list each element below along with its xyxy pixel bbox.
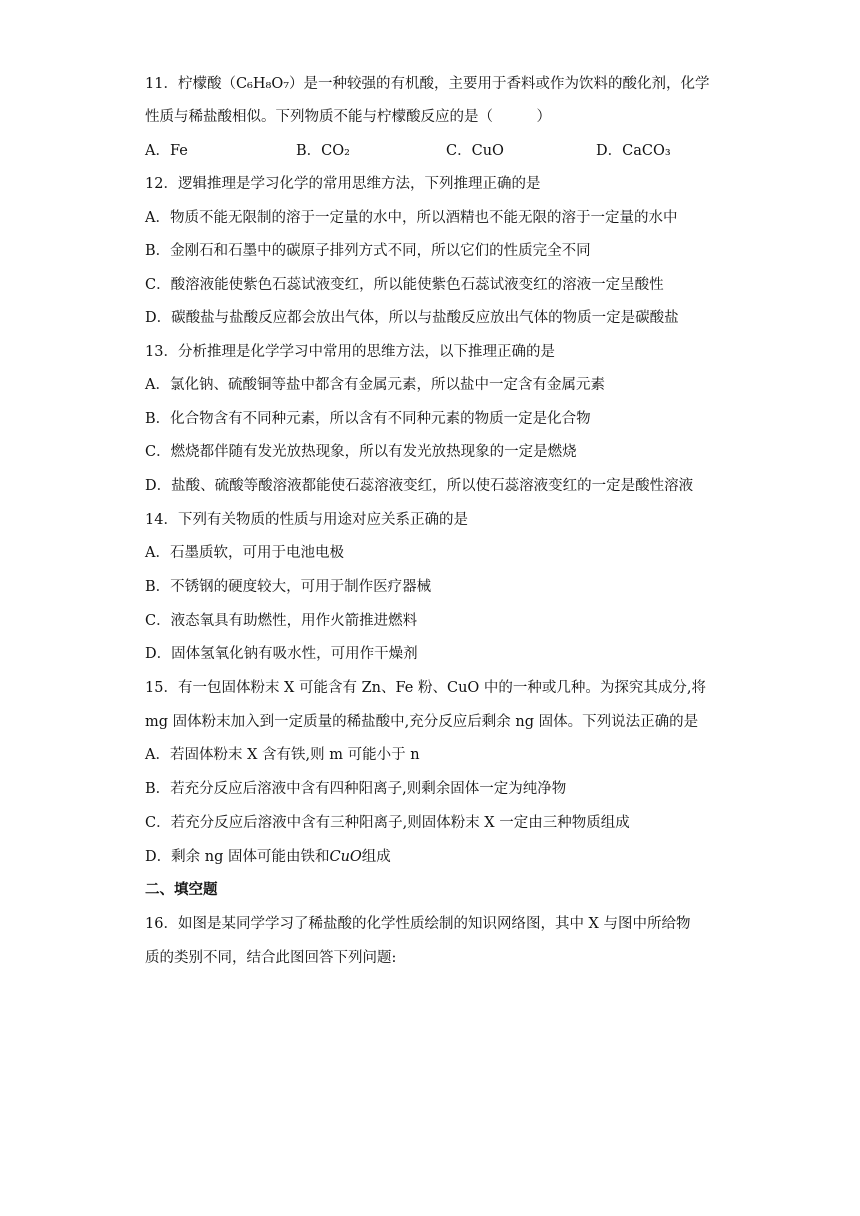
q14-stem: 14．下列有关物质的性质与用途对应关系正确的是 — [145, 512, 468, 528]
q11-stem-line1: 11．柠檬酸（C₆H₈O₇）是一种较强的有机酸，主要用于香料或作为饮料的酸化剂，化学 — [145, 76, 710, 92]
q16-stem-line1: 16．如图是某同学学习了稀盐酸的化学性质绘制的知识网络图，其中 X 与图中所给物 — [145, 916, 691, 932]
q13-stem: 13．分析推理是化学学习中常用的思维方法，以下推理正确的是 — [145, 344, 555, 360]
q14-option-c: C．液态氧具有助燃性，用作火箭推进燃料 — [145, 613, 418, 629]
q13-option-b: B．化合物含有不同种元素，所以含有不同种元素的物质一定是化合物 — [145, 411, 591, 427]
q15-stem-line1: 15．有一包固体粉末 X 可能含有 Zn、Fe 粉、CuO 中的一种或几种。为探究其成分,将 — [145, 680, 707, 696]
q15-option-d-suffix: 组成 — [361, 849, 391, 865]
q13-option-d: D．盐酸、硫酸等酸溶液都能使石蕊溶液变红，所以使石蕊溶液变红的一定是酸性溶液 — [145, 478, 694, 494]
q12-option-d: D．碳酸盐与盐酸反应都会放出气体，所以与盐酸反应放出气体的物质一定是碳酸盐 — [145, 310, 679, 326]
q15-option-c: C．若充分反应后溶液中含有三种阳离子,则固体粉末 X 一定由三种物质组成 — [145, 815, 630, 831]
q11-option-b: B．CO₂ — [296, 143, 350, 159]
q15-option-a: A．若固体粉末 X 含有铁,则 m 可能小于 n — [145, 747, 420, 763]
q14-option-d: D．固体氢氧化钠有吸水性，可用作干燥剂 — [145, 646, 418, 662]
q16-stem-line2: 质的类别不同，结合此图回答下列问题: — [145, 950, 397, 966]
q15-option-d — [145, 847, 391, 867]
q15-option-d-text: D．剩余 ng 固体可能由铁和 — [145, 849, 330, 865]
q15-option-b: B．若充分反应后溶液中含有四种阳离子,则剩余固体一定为纯净物 — [145, 781, 567, 797]
q11-option-d: D．CaCO₃ — [596, 143, 671, 159]
q12-stem: 12．逻辑推理是学习化学的常用思维方法，下列推理正确的是 — [145, 176, 541, 192]
q14-option-a: A．石墨质软，可用于电池电极 — [145, 545, 344, 561]
q13-option-a: A．氯化钠、硫酸铜等盐中都含有金属元素，所以盐中一定含有金属元素 — [145, 377, 605, 393]
section-heading: 二、填空题 — [145, 881, 218, 898]
q15-option-d-formula: CuO — [329, 849, 362, 865]
q12-option-b: B．金刚石和石墨中的碳原子排列方式不同，所以它们的性质完全不同 — [145, 243, 591, 259]
q14-option-b: B．不锈钢的硬度较大，可用于制作医疗器械 — [145, 579, 432, 595]
q11-option-a: A．Fe — [145, 143, 188, 159]
q11-stem-line2: 性质与稀盐酸相似。下列物质不能与柠檬酸反应的是（ ） — [145, 109, 551, 125]
q12-option-a: A．物质不能无限制的溶于一定量的水中，所以酒精也不能无限的溶于一定量的水中 — [145, 210, 678, 226]
q12-option-c: C．酸溶液能使紫色石蕊试液变红，所以能使紫色石蕊试液变红的溶液一定呈酸性 — [145, 277, 664, 293]
q13-option-c: C．燃烧都伴随有发光放热现象，所以有发光放热现象的一定是燃烧 — [145, 444, 577, 460]
q11-option-c: C．CuO — [446, 143, 504, 159]
q15-stem-line2: mg 固体粉末加入到一定质量的稀盐酸中,充分反应后剩余 ng 固体。下列说法正确的是 — [145, 714, 699, 730]
